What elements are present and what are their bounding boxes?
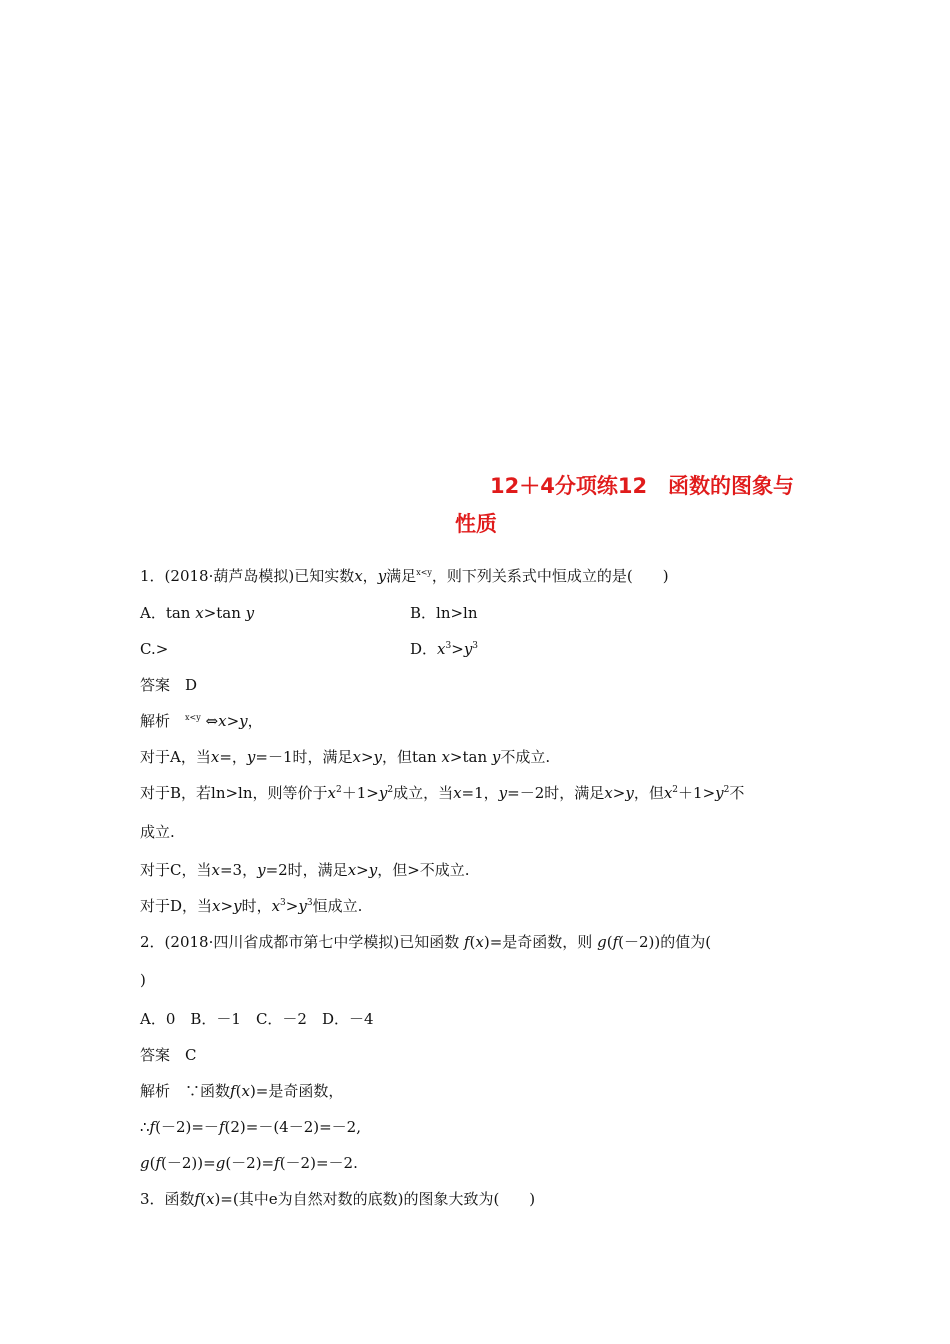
question-2-options: A．0 B．－1 C．－2 D．－4 [140,1010,374,1028]
question-1-case-d: 对于D，当x>y时，$x^3>y^3$恒成立. [140,897,363,915]
page-title-continued: 性质 [455,512,497,536]
question-1-case-b: 对于B，若ln>ln，则等价于$x^2+1>y^2$成立，当x=1，y=－2时，满足x>y，但$x^2+1>y^2$不 [140,784,745,802]
question-2-analysis: 解析 ∵函数f(x)=是奇函数， [140,1082,344,1100]
question-1-answer: 答案 D [140,676,198,694]
question-1-analysis: 解析 $^{x<y}$ ⇔x>y， [140,712,263,730]
question-1-option-a: A．tan x>tan y [140,604,255,622]
question-1-stem: 1．(2018·葫芦岛模拟)已知实数x，y满足$^{x<y}$，则下列关系式中恒成立的是( ) [140,567,669,585]
question-1-case-b-continued: 成立. [140,823,175,841]
question-1-option-b: B．ln>ln [410,604,478,622]
question-2-stem-continued: ) [140,971,146,989]
page-title: 12＋4分项练12 函数的图象与 [490,474,795,498]
question-1-case-a: 对于A，当x=，y=－1时，满足x>y，但tan x>tan y不成立. [140,748,551,766]
question-3-stem: 3．函数f(x)=(其中e为自然对数的底数)的图象大致为( ) [140,1190,536,1208]
question-2-stem: 2．(2018·四川省成都市第七中学模拟)已知函数 f(x)=是奇函数，则 g(f(－2))的值为( [140,933,712,951]
question-1-case-c: 对于C，当x=3，y=2时，满足x>y，但>不成立. [140,861,470,879]
question-2-step-2: g(f(－2))=g(－2)=f(－2)=－2. [140,1154,358,1172]
question-2-answer: 答案 C [140,1046,197,1064]
question-1-option-c: C.> [140,640,169,658]
question-2-step-1: ∴f(－2)=－f(2)=－(4－2)=－2, [140,1118,361,1136]
question-1-option-d: D．$x^3>y^3$ [410,640,479,658]
